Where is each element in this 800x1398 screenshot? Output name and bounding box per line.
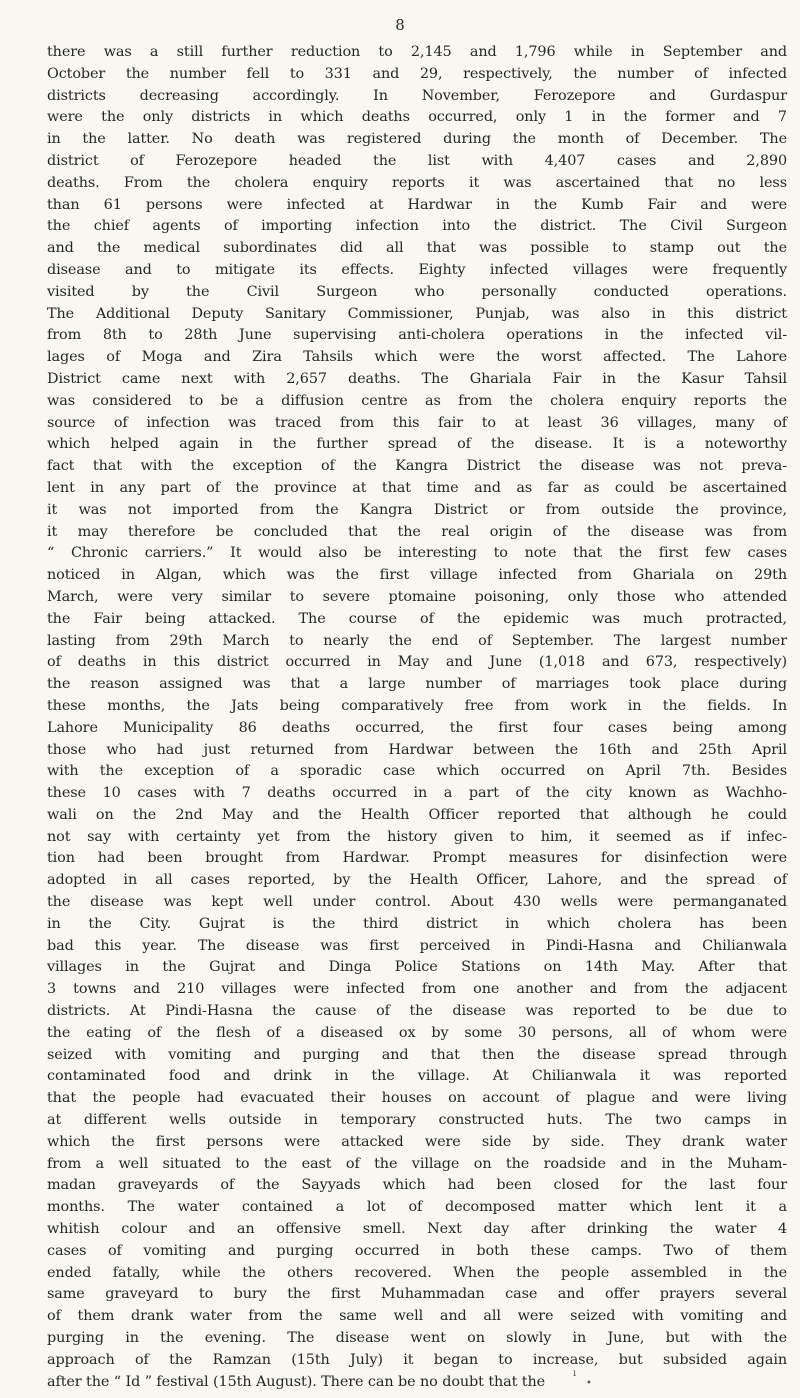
text-line: was considered to be a diffusion centre as from the cholera enquiry reports the [47,392,787,409]
text-line: in the latter. No death was registered during the month of December. The [47,131,787,148]
text-line: Lahore Municipality 86 deaths occurred, the first four cases being among [47,719,787,736]
text-line: The Additional Deputy Sanitary Commissioner, Punjab, was also in this district [47,305,787,322]
text-line: villages in the Gujrat and Dinga Police Stations on 14th May. After that [47,959,787,976]
text-line: from a well situated to the east of the village on the roadside and in the Muham- [47,1155,787,1172]
text-line: and the medical subordinates did all that was possible to stamp out the [47,240,787,257]
text-line: lasting from 29th March to nearly the end of September. The largest number [47,632,787,649]
text-line: after the “ Id ” festival (15th August). There can be no doubt that the [47,1373,546,1390]
text-line: these months, the Jats being comparatively free from work in the fields. In [47,697,787,714]
text-line: “ Chronic carriers.” It would also be interesting to note that the first few cases [47,545,787,562]
text-line: whitish colour and an offensive smell. Next day after drinking the water 4 [47,1221,787,1238]
text-line: from 8th to 28th June supervising anti-cholera operations in the infected vil- [47,327,787,344]
text-line: ended fatally, while the others recovered. When the people assembled in the [47,1264,787,1281]
text-line: visited by the Civil Surgeon who personally conducted operations. [47,283,787,300]
text-line: the chief agents of importing infection into the district. The Civil Surgeon [47,218,787,235]
text-line: bad this year. The disease was first perceived in Pindi-Hasna and Chilianwala [47,937,787,954]
page-number: 8 [395,16,405,34]
text-line: these 10 cases with 7 deaths occurred in a part of the city known as Wachho- [47,785,787,802]
text-line: disease and to mitigate its effects. Eighty infected villages were frequently [47,261,787,278]
body-paragraph [47,42,787,1393]
text-line: with the exception of a sporadic case which occurred on April 7th. Besides [47,763,787,780]
text-line: which helped again in the further spread of the disease. It is a noteworthy [47,436,787,453]
text-line: deaths. From the cholera enquiry reports it was ascertained that no less [47,174,787,191]
text-line: district of Ferozepore headed the list with 4,407 cases and 2,890 [47,152,787,169]
scan-speck: • [586,1378,592,1389]
text-line: 3 towns and 210 villages were infected from one another and from the adjacent [47,981,787,998]
text-line: District came next with 2,657 deaths. The Ghariala Fair in the Kasur Tahsil [47,370,787,387]
text-line: approach of the Ramzan (15th July) it began to increase, but subsided again [47,1351,787,1368]
text-line: cases of vomiting and purging occurred in both these camps. Two of them [47,1242,787,1259]
text-line: it was not imported from the Kangra District or from outside the province, [47,501,787,518]
text-line: of them drank water from the same well and all were seized with vomiting and [47,1308,787,1325]
text-line: March, were very similar to severe ptomaine poisoning, only those who attended [47,588,787,605]
text-line: the reason assigned was that a large number of marriages took place during [47,676,787,693]
text-line: it may therefore be concluded that the real origin of the disease was from [47,523,787,540]
text-line: adopted in all cases reported, by the Health Officer, Lahore, and the spread of [47,872,787,889]
text-line: the disease was kept well under control. About 430 wells were permanganated [47,894,787,911]
text-line: that the people had evacuated their houses on account of plague and were living [47,1090,787,1107]
text-line: districts. At Pindi-Hasna the cause of the disease was reported to be due to [47,1003,787,1020]
text-line: wali on the 2nd May and the Health Officer reported that although he could [47,806,787,823]
text-line: which the first persons were attacked were side by side. They drank water [47,1133,787,1150]
text-line: seized with vomiting and purging and that then the disease spread through [47,1046,787,1063]
text-line: than 61 persons were infected at Hardwar in the Kumb Fair and were [47,196,787,213]
text-line: districts decreasing accordingly. In November, Ferozepore and Gurdaspur [47,87,787,104]
text-line: the eating of the flesh of a diseased ox by some 30 persons, all of whom were [47,1024,787,1041]
text-line: at different wells outside in temporary constructed huts. The two camps in [47,1112,787,1129]
text-line: purging in the evening. The disease went on slowly in June, but with the [47,1330,787,1347]
text-line: contaminated food and drink in the village. At Chilianwala it was reported [47,1068,787,1085]
text-line: madan graveyards of the Sayyads which had been closed for the last four [47,1177,787,1194]
text-line: October the number fell to 331 and 29, respectively, the number of infected [47,65,787,82]
text-line: fact that with the exception of the Kangra District the disease was not preva- [47,458,787,475]
text-line: months. The water contained a lot of decomposed matter which lent it a [47,1199,787,1216]
text-line: lages of Moga and Zira Tahsils which were the worst affected. The Lahore [47,349,787,366]
text-line: tion had been brought from Hardwar. Prompt measures for disinfection were [47,850,787,867]
text-line: same graveyard to bury the first Muhammadan case and offer prayers several [47,1286,787,1303]
text-line: those who had just returned from Hardwar between the 16th and 25th April [47,741,787,758]
text-line: in the City. Gujrat is the third district in which cholera has been [47,915,787,932]
text-line: noticed in Algan, which was the first village infected from Ghariala on 29th [47,567,787,584]
text-line: source of infection was traced from this fair to at least 36 villages, many of [47,414,787,431]
text-line: there was a still further reduction to 2,145 and 1,796 while in September and [47,44,787,60]
text-line: not say with certainty yet from the history given to him, it seemed as if infec- [47,828,787,845]
text-line: were the only districts in which deaths occurred, only 1 in the former and 7 [47,109,787,126]
text-line: the Fair being attacked. The course of the epidemic was much protracted, [47,610,787,627]
text-line: of deaths in this district occurred in May and June (1,018 and 673, respectively) [47,654,787,671]
scan-speck: ı [573,1368,577,1379]
text-line: lent in any part of the province at that time and as far as could be ascertained [47,479,787,496]
